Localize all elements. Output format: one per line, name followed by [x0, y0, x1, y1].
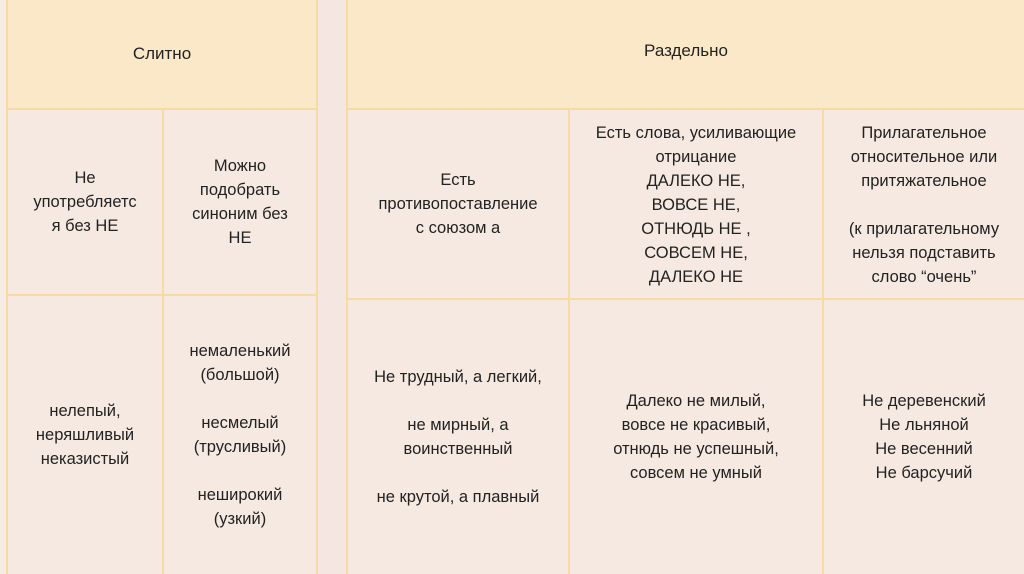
grid-line: [6, 294, 318, 296]
grid-line: [346, 0, 348, 574]
example-cell-razdelno-2: Далеко не милый, вовсе не красивый, отнюдь не успешный, совсем не умный: [570, 300, 822, 574]
example-cell-slitno-1: нелепый, неряшливый неказистый: [8, 296, 162, 574]
example-cell-slitno-2: немаленький (большой) несмелый (трусливый) неширокий (узкий): [164, 296, 316, 574]
rule-cell-intensifiers: Есть слова, усиливающие отрицание ДАЛЕКО НЕ, ВОВСЕ НЕ, ОТНЮДЬ НЕ , СОВСЕМ НЕ, ДАЛЕКО НЕ: [570, 110, 822, 298]
rule-cell-relative-adjective: Прилагательное относительное или притяжательное (к прилагательному нельзя подставить слово “очень”: [824, 110, 1024, 298]
grid-line: [316, 0, 318, 574]
example-cell-razdelno-3: Не деревенский Не льняной Не весенний Не барсучий: [824, 300, 1024, 574]
grid-line: [6, 108, 318, 110]
grid-line: [568, 108, 570, 574]
grid-line: [346, 108, 1024, 110]
grid-line: [162, 108, 164, 574]
grid-line: [346, 298, 1024, 300]
grid-line: [822, 108, 824, 574]
header-slitno: Слитно: [8, 0, 316, 108]
header-razdelno: Раздельно: [348, 0, 1024, 108]
column-gutter: [318, 0, 346, 574]
example-cell-razdelno-1: Не трудный, а легкий, не мирный, а воинственный не крутой, а плавный: [348, 300, 568, 574]
rule-cell-no-use-without-ne: Не употребляетс я без НЕ: [8, 110, 162, 294]
rule-cell-opposition: Есть противопоставление с союзом а: [348, 110, 568, 298]
grid-line: [6, 0, 8, 574]
rule-cell-synonym: Можно подобрать синоним без НЕ: [164, 110, 316, 294]
